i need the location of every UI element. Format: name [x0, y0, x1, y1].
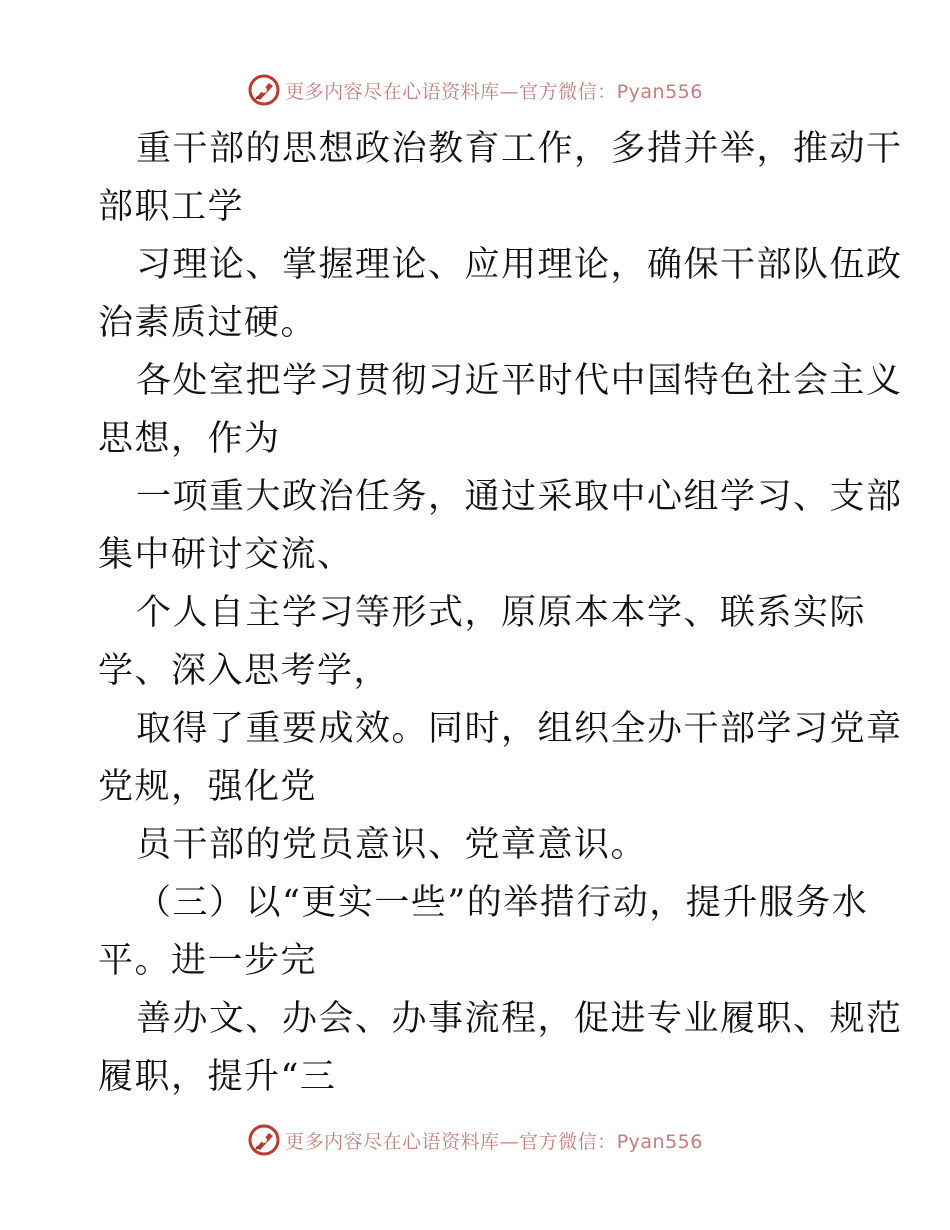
text-line: 思想，作为 [98, 419, 281, 459]
paragraph [0, 120, 950, 236]
paragraph [0, 352, 950, 468]
text-line: 集中研讨交流、 [98, 535, 354, 575]
paragraph [0, 468, 950, 584]
text-line: 履职，提升“三 [98, 1057, 337, 1097]
text-line: 取得了重要成效。同时，组织全办干部学习党章 [136, 709, 903, 749]
text-line: 善办文、办会、办事流程，促进专业履职、规范 [136, 999, 903, 1039]
paragraph [0, 700, 950, 816]
text-line: 部职工学 [98, 187, 245, 227]
pen-logo-icon [247, 73, 281, 107]
paragraph [0, 816, 950, 874]
header-banner-text: 更多内容尽在心语资料库—官方微信：Pyan556 [285, 80, 703, 103]
text-line: 各处室把学习贯彻习近平时代中国特色社会主义 [136, 361, 903, 401]
text-line: 员干部的党员意识、党章意识。 [136, 825, 648, 865]
footer-banner-text: 更多内容尽在心语资料库—官方微信：Pyan556 [285, 1130, 703, 1153]
paragraph [0, 990, 950, 1106]
paragraph [0, 236, 950, 352]
header-banner [0, 70, 950, 110]
text-line: 平。进一步完 [98, 941, 318, 981]
pen-logo-icon [247, 1123, 281, 1157]
text-line: 治素质过硬。 [98, 303, 318, 343]
text-line: 党规，强化党 [98, 767, 318, 807]
paragraph [0, 874, 950, 990]
text-line: （三）以“更实一些”的举措行动，提升服务水 [136, 883, 869, 923]
text-line: 个人自主学习等形式，原原本本学、联系实际 [136, 593, 867, 633]
text-line: 习理论、掌握理论、应用理论，确保干部队伍政 [136, 245, 903, 285]
text-line: 一项重大政治任务，通过采取中心组学习、支部 [136, 477, 903, 517]
paragraph [0, 584, 950, 700]
footer-banner [0, 1120, 950, 1160]
text-line: 学、深入思考学， [98, 651, 391, 691]
text-line: 重干部的思想政治教育工作，多措并举，推动干 [136, 129, 903, 169]
document-body [0, 120, 950, 1106]
